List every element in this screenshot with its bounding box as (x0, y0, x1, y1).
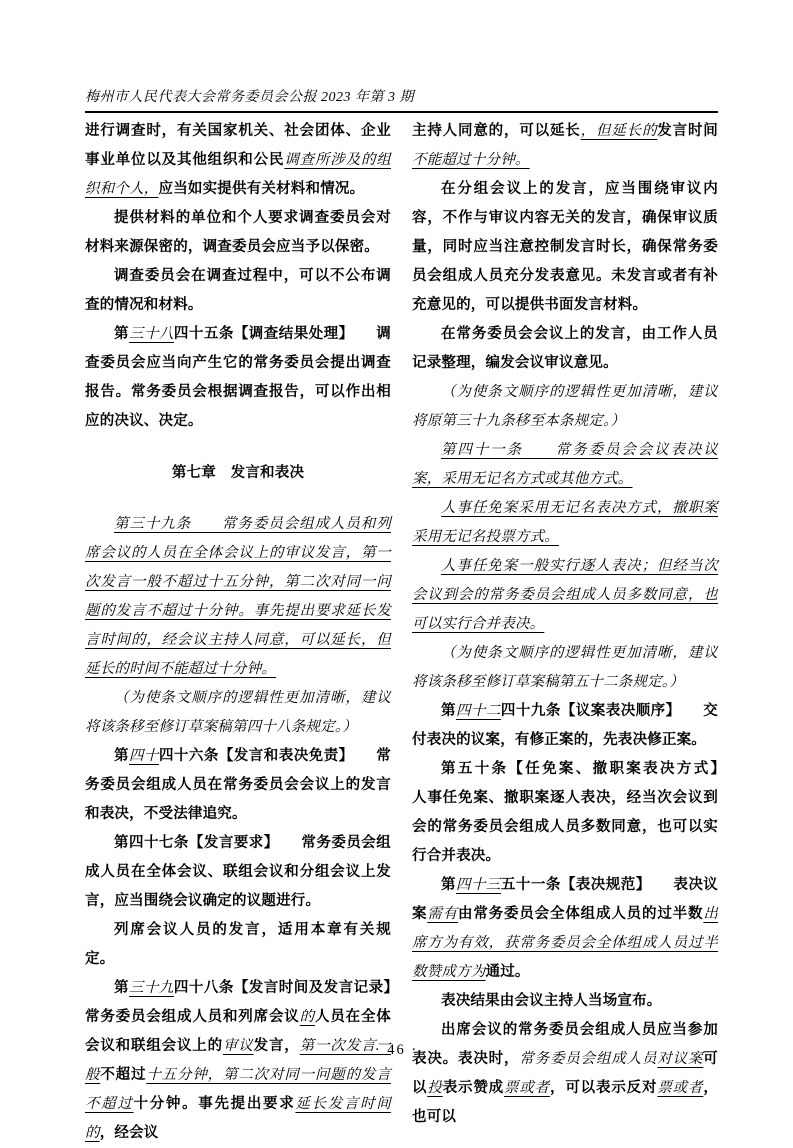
body-text-run: ，经会议 (99, 1125, 159, 1141)
paragraph (85, 510, 391, 684)
body-text-run: 第五十条【任免案、撤职案表决方式】 人事任免案、撤职案逐人表决，经当次会议到会的常务委员会组成人员多数同意，也可以实行合并表决。 (412, 761, 748, 864)
paragraph (412, 117, 718, 175)
revision-underline-run: 四十 (128, 748, 159, 764)
paragraph (85, 916, 391, 974)
body-text-run: ，也可以 (412, 1080, 719, 1125)
column-right (412, 117, 748, 1148)
body-text-run: 四十八条【发言时间及发言记录】常务委员会组成人员和列席会议 (85, 980, 392, 1025)
body-text-run: 列席会议人员的发言，适用本章有关规定。 (85, 922, 391, 967)
chapter-heading (85, 459, 391, 488)
body-text-run: 应当如实提供有关材料和情况。 (158, 181, 365, 197)
body-text-run: 人员在全体会议和联组会议上的 (85, 1009, 392, 1054)
paragraph (412, 871, 718, 987)
revision-underline-run: ，但延长的 (580, 123, 658, 139)
kaiti-note-run: 常务委员会组成人员 (519, 1051, 658, 1067)
revision-underline-run: 票或者 (657, 1080, 704, 1096)
body-text-run: 在分组会议上的发言，应当围绕审议内容，不作与审议内容无关的发言，确保审议质量，同时应当注意控制发言时长，确保常务委员会组成人员充分发表意见。未发言或者有补充意见的，可以提供书面发言材料。 (412, 181, 718, 313)
body-text-run: 表决结果由会议主持人当场宣布。 (441, 993, 662, 1009)
body-text-run: 第 (114, 326, 129, 342)
body-text-run: 四十九条【议案表决顺序】 交付表决的议案，有修正案的，先表决修正案。 (412, 703, 719, 748)
body-text-run: 在常务委员会会议上的发言，由工作人员记录整理，编发会议审议意见。 (412, 326, 718, 371)
revision-underline-run: 第一次发言一般 (85, 1038, 391, 1083)
revision-underline-run: 第四十一条 常务委员会会议表决议案，采用无记名方式或其他方式。 (412, 442, 718, 487)
revision-underline-run: 人事任免案采用无记名表决方式，撤职案采用无记名投票方式。 (412, 500, 718, 545)
revision-underline-run: 四十二 (455, 703, 501, 719)
body-text-run: 出席会议的常务委员会组成人员应当参加表决。表决时， (412, 1022, 718, 1067)
paragraph (85, 204, 391, 262)
revision-underline-run: 出席方为有效，获常务委员会全体组成人员过半数赞成方为 (412, 906, 719, 980)
paragraph (85, 742, 391, 829)
paragraph (412, 320, 718, 378)
revision-underline-run: 需有 (427, 906, 459, 922)
body-text-run: 第 (441, 877, 456, 893)
page-header (85, 86, 718, 106)
revision-underline-run: 审议 (222, 1038, 254, 1054)
paragraph (412, 175, 718, 320)
column-left (85, 117, 391, 1148)
revision-underline-run: 三十九 (128, 980, 174, 996)
paragraph (85, 829, 391, 916)
paragraph (412, 436, 718, 494)
paragraph (85, 262, 391, 320)
revision-underline-run: 对议案 (657, 1051, 704, 1067)
body-text-run: 通过。 (485, 964, 530, 980)
paragraph (412, 552, 718, 639)
text-columns (85, 117, 748, 1148)
revision-underline-run: 延长发言时间的 (85, 1096, 392, 1141)
body-text-run: 第 (114, 748, 129, 764)
paragraph (412, 1016, 718, 1132)
revision-underline-run: 四十三 (455, 877, 501, 893)
revision-underline-run: 的 (299, 1009, 315, 1025)
page-number: · 46 · (374, 1042, 419, 1058)
body-text-run: 五十一条【表决规范】 表决议案 (412, 877, 719, 922)
body-text-run: 第 (114, 980, 129, 996)
body-text-run: 由常务委员会全体组成人员的过半数 (458, 906, 704, 922)
revision-underline-run: 票或者 (504, 1080, 551, 1096)
revision-underline-run: 不能超过十分钟。 (412, 152, 530, 168)
page-footer (0, 1042, 793, 1059)
kaiti-note-run: （为使条文顺序的逻辑性更加清晰，建议将原第三十九条移至本条规定。） (412, 384, 718, 429)
body-text-run: 不超过 (100, 1067, 147, 1083)
paragraph (412, 639, 718, 697)
body-text-run: 第 (441, 703, 456, 719)
paragraph (412, 697, 718, 755)
body-text-run: ，可以表示反对 (550, 1080, 658, 1096)
revision-underline-run: 三十八 (128, 326, 174, 342)
body-text-run: 四十五条【调查结果处理】 调查委员会应当向产生它的常务委员会提出调查报告。常务委员会根据调查报告，可以作出相应的决议、决定。 (85, 326, 392, 429)
body-text-run: 第七章 发言和表决 (171, 465, 305, 481)
body-text-run: 十分钟。事先提出要求 (133, 1096, 296, 1112)
body-text-run: 发言， (253, 1038, 300, 1054)
paragraph (85, 117, 391, 204)
body-text-run: 四十六条【发言和表决免责】 常务委员会组成人员在常务委员会会议上的发言和表决，不受法律追究。 (85, 748, 392, 822)
body-text-run: 进行调查时，有关国家机关、社会团体、企业事业单位以及其他组织和公民 (85, 123, 391, 168)
kaiti-note-run: （为使条文顺序的逻辑性更加清晰，建议将该条移至修订草案稿第四十八条规定。） (85, 690, 391, 735)
revision-underline-run: 第三十九条 常务委员会组成人员和列席会议的人员在全体会议上的审议发言，第一次发言一般不超过十五分钟，第二次对同一问题的发言不超过十分钟。事先提出要求延长发言时间的，经会议主持人同意，可以延长，但延长的时间不能超过十分钟。 (85, 516, 391, 677)
body-text-run: 调查委员会在调查过程中，可以不公布调查的情况和材料。 (85, 268, 391, 313)
kaiti-note-run: （为使条文顺序的逻辑性更加清晰，建议将该条移至修订草案稿第五十二条规定。） (412, 645, 718, 690)
body-text-run: 第四十七条【发言要求】 常务委员会组成人员在全体会议、联组会议和分组会议上发言，应当围绕会议确定的议题进行。 (85, 835, 391, 909)
paragraph (412, 987, 718, 1016)
revision-underline-run: 调查所涉及的组织和个人， (85, 152, 391, 197)
paragraph (85, 684, 391, 742)
revision-underline-run: 投 (427, 1080, 443, 1096)
paragraph (412, 378, 718, 436)
paragraph (412, 494, 718, 552)
body-text-run: 发言时间 (657, 123, 718, 139)
revision-underline-run: 十五分钟，第二次对同一问题的发言不超过 (85, 1067, 392, 1112)
bulletin-title: 梅州市人民代表大会常务委员会公报 2023 年第 3 期 (85, 90, 414, 105)
body-text-run: 主持人同意的，可以延长 (412, 123, 581, 139)
body-text-run: 可以 (412, 1051, 718, 1096)
header-rule (85, 111, 718, 113)
paragraph (412, 755, 748, 871)
body-text-run: 表示赞成 (442, 1080, 505, 1096)
body-text-run: 提供材料的单位和个人要求调查委员会对材料来源保密的，调查委员会应当予以保密。 (85, 210, 391, 255)
paragraph (85, 320, 391, 436)
revision-underline-run: 人事任免案一般实行逐人表决；但经当次会议到会的常务委员会组成人员多数同意，也可以实行合并表决。 (412, 558, 718, 632)
